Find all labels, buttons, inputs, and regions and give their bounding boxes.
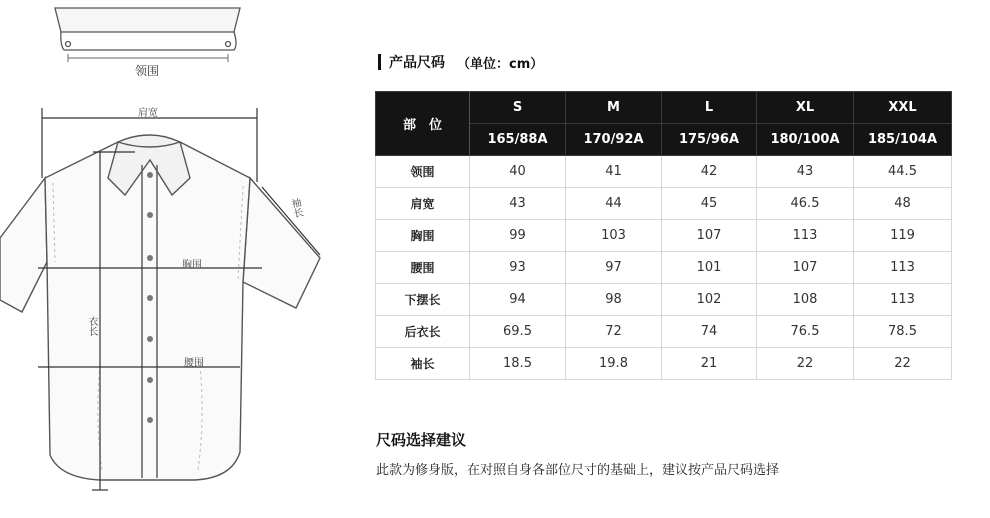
table-cell: 94 [470, 284, 566, 316]
table-cell: 119 [854, 220, 952, 252]
table-row [376, 348, 952, 380]
table-cell: 48 [854, 188, 952, 220]
table-cell: 108 [757, 284, 854, 316]
row-label: 腰围 [376, 252, 470, 284]
size-header-row [376, 92, 952, 124]
table-cell: 41 [566, 156, 662, 188]
table-row [376, 156, 952, 188]
height-header-xxl: 185/104A [854, 124, 952, 156]
table-cell: 78.5 [854, 316, 952, 348]
table-cell: 40 [470, 156, 566, 188]
shirt-measurement-diagram [0, 0, 340, 518]
chest-label: 胸围 [182, 260, 202, 271]
table-cell: 113 [854, 284, 952, 316]
shirt-illustration [0, 0, 340, 518]
advice-text: 此款为修身版，在对照自身各部位尺寸的基础上，建议按产品尺码选择 [376, 463, 780, 478]
table-cell: 113 [757, 220, 854, 252]
table-cell: 113 [854, 252, 952, 284]
length-label: 衣长 [86, 316, 97, 336]
table-cell: 43 [470, 188, 566, 220]
table-cell: 44.5 [854, 156, 952, 188]
sleeve-label: 袖长 [288, 197, 303, 219]
size-header-l: L [662, 92, 757, 124]
row-label: 胸围 [376, 220, 470, 252]
row-label: 领围 [376, 156, 470, 188]
waist-label: 腰围 [184, 358, 204, 369]
size-header-xl: XL [757, 92, 854, 124]
table-cell: 93 [470, 252, 566, 284]
table-cell: 22 [757, 348, 854, 380]
table-cell: 42 [662, 156, 757, 188]
table-cell: 101 [662, 252, 757, 284]
table-cell: 107 [662, 220, 757, 252]
table-row [376, 220, 952, 252]
table-cell: 74 [662, 316, 757, 348]
heading-bar [378, 54, 381, 70]
size-header-xxl: XXL [854, 92, 952, 124]
table-cell: 18.5 [470, 348, 566, 380]
row-label: 袖长 [376, 348, 470, 380]
part-header: 部 位 [376, 92, 470, 156]
size-section-heading [378, 52, 543, 72]
size-header-s: S [470, 92, 566, 124]
table-cell: 98 [566, 284, 662, 316]
table-cell: 46.5 [757, 188, 854, 220]
height-header-s: 165/88A [470, 124, 566, 156]
shirt-drawing [0, 135, 320, 480]
advice-title: 尺码选择建议 [376, 431, 467, 449]
size-header-m: M [566, 92, 662, 124]
table-cell: 45 [662, 188, 757, 220]
table-cell: 99 [470, 220, 566, 252]
table-cell: 22 [854, 348, 952, 380]
shoulder-label: 肩宽 [138, 108, 158, 119]
height-header-xl: 180/100A [757, 124, 854, 156]
height-header-l: 175/96A [662, 124, 757, 156]
table-cell: 69.5 [470, 316, 566, 348]
size-section-title: 产品尺码 [389, 55, 445, 71]
table-cell: 103 [566, 220, 662, 252]
row-label: 后衣长 [376, 316, 470, 348]
table-row [376, 316, 952, 348]
table-cell: 97 [566, 252, 662, 284]
table-cell: 21 [662, 348, 757, 380]
size-section-unit: （单位：cm） [457, 56, 544, 72]
table-cell: 19.8 [566, 348, 662, 380]
table-cell: 107 [757, 252, 854, 284]
collar-drawing [55, 8, 240, 50]
table-cell: 72 [566, 316, 662, 348]
row-label: 下摆长 [376, 284, 470, 316]
size-table [375, 91, 952, 380]
collar-measure-line [68, 54, 228, 62]
height-header-m: 170/92A [566, 124, 662, 156]
table-row [376, 284, 952, 316]
table-cell: 76.5 [757, 316, 854, 348]
table-row [376, 188, 952, 220]
table-cell: 102 [662, 284, 757, 316]
table-cell: 44 [566, 188, 662, 220]
table-row [376, 252, 952, 284]
collar-label: 领围 [135, 64, 160, 78]
row-label: 肩宽 [376, 188, 470, 220]
table-cell: 43 [757, 156, 854, 188]
